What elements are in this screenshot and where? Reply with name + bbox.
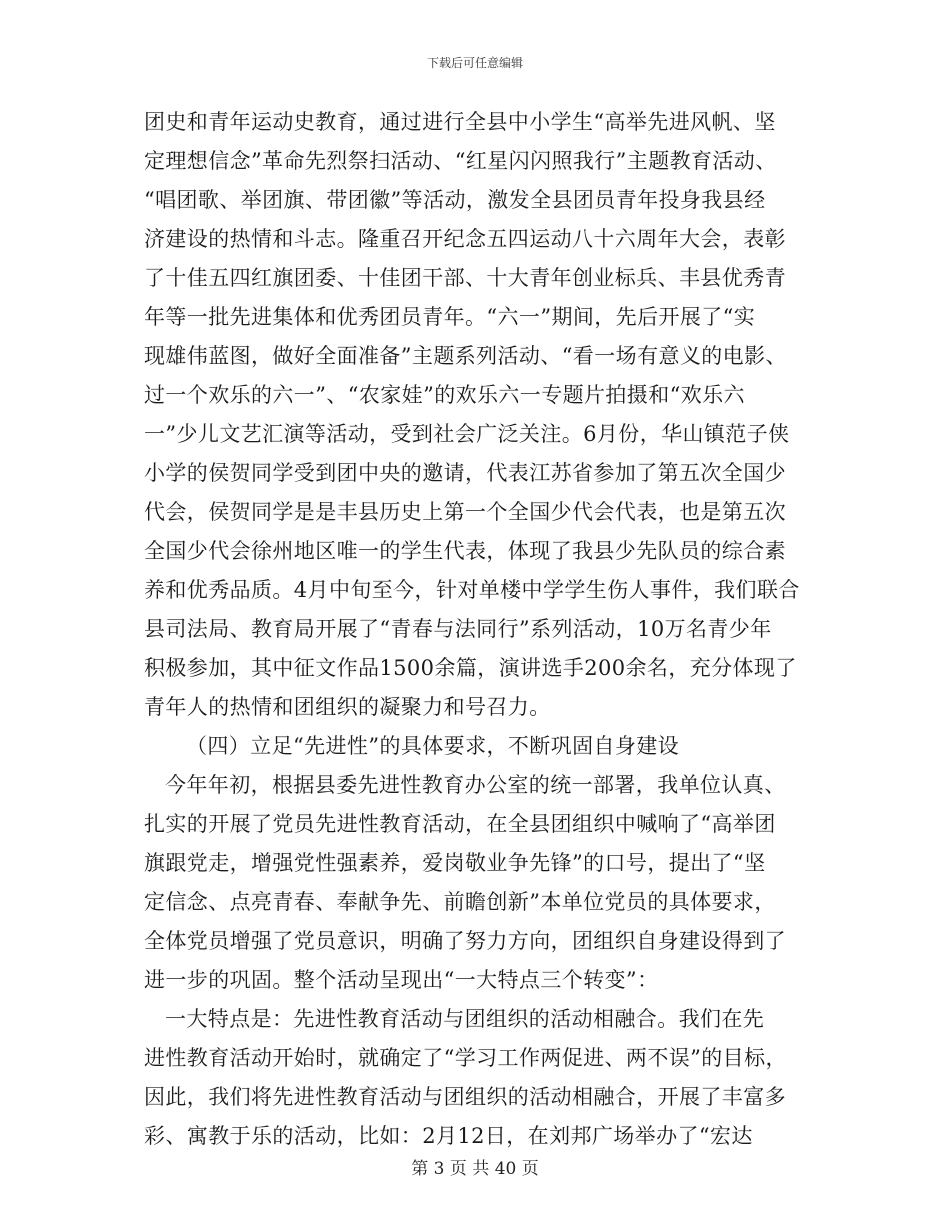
body-line: 定理想信念”革命先烈祭扫活动、“红星闪闪照我行”主题教育活动、 [144,149,777,173]
page-header: 下载后可任意编辑 [426,56,523,70]
body-line: 积极参加，其中征文作品1500余篇，演讲选手200余名，充分体现了 [144,656,797,680]
body-line: 县司法局、教育局开展了“青春与法同行”系列活动，10万名青少年 [144,617,772,641]
body-line: 一”少儿文艺汇演等活动，受到社会广泛关注。6月份，华山镇范子侠 [144,422,790,446]
body-line: “唱团歌、举团旗、带团徽”等活动，激发全县团员青年投身我县经 [144,188,766,212]
body-line: 扎实的开展了党员先进性教育活动，在全县团组织中喊响了“高举团 [144,812,776,836]
body-line: 因此，我们将先进性教育活动与团组织的活动相融合，开展了丰富多 [144,1085,786,1109]
body-line: 养和优秀品质。4月中旬至今，针对单楼中学学生伤人事件，我们联合 [144,578,800,602]
body-line: 代会，侯贺同学是是丰县历史上第一个全国少代会代表，也是第五次 [144,500,786,524]
body-line: 今年年初，根据县委先进性教育办公室的统一部署，我单位认真、 [165,773,786,797]
body-line: 年等一批先进集体和优秀团员青年。“六一”期间，先后开展了“实 [144,305,756,329]
body-line: 现雄伟蓝图，做好全面准备”主题系列活动、“看一场有意义的电影、 [144,344,787,368]
body-line: 全国少代会徐州地区唯一的学生代表，体现了我县少先队员的综合素 [144,539,786,563]
body-line: 彩、寓教于乐的活动，比如：2月12日，在刘邦广场举办了“宏达 [144,1124,753,1148]
body-line: 了十佳五四红旗团委、十佳团干部、十大青年创业标兵、丰县优秀青 [144,266,786,290]
body-line: 全体党员增强了党员意识，明确了努力方向，团组织自身建设得到了 [144,929,786,953]
page-number: 第 3 页 共 40 页 [411,1159,539,1179]
body-line: 定信念、点亮青春、奉献争先、前瞻创新”本单位党员的具体要求， [144,890,776,914]
section-heading: （四）立足“先进性”的具体要求，不断巩固自身建设 [186,734,680,758]
body-line: 青年人的热情和团组织的凝聚力和号召力。 [144,695,551,719]
body-line: 一大特点是：先进性教育活动与团组织的活动相融合。我们在先 [165,1007,765,1031]
body-line: 进性教育活动开始时，就确定了“学习工作两促进、两不误”的目标， [144,1046,787,1070]
body-line: 小学的侯贺同学受到团中央的邀请，代表江苏省参加了第五次全国少 [144,461,786,485]
body-line: 济建设的热情和斗志。隆重召开纪念五四运动八十六周年大会，表彰 [144,227,786,251]
body-line: 过一个欢乐的六一”、“农家娃”的欢乐六一专题片拍摄和“欢乐六 [144,383,745,407]
body-line: 团史和青年运动史教育，通过进行全县中小学生“高举先进风帆、坚 [144,110,776,134]
body-line: 进一步的巩固。整个活动呈现出“一大特点三个转变”： [144,968,659,992]
document-body [144,103,810,1156]
body-line: 旗跟党走，增强党性强素养，爱岗敬业争先锋”的口号，提出了“坚 [144,851,766,875]
